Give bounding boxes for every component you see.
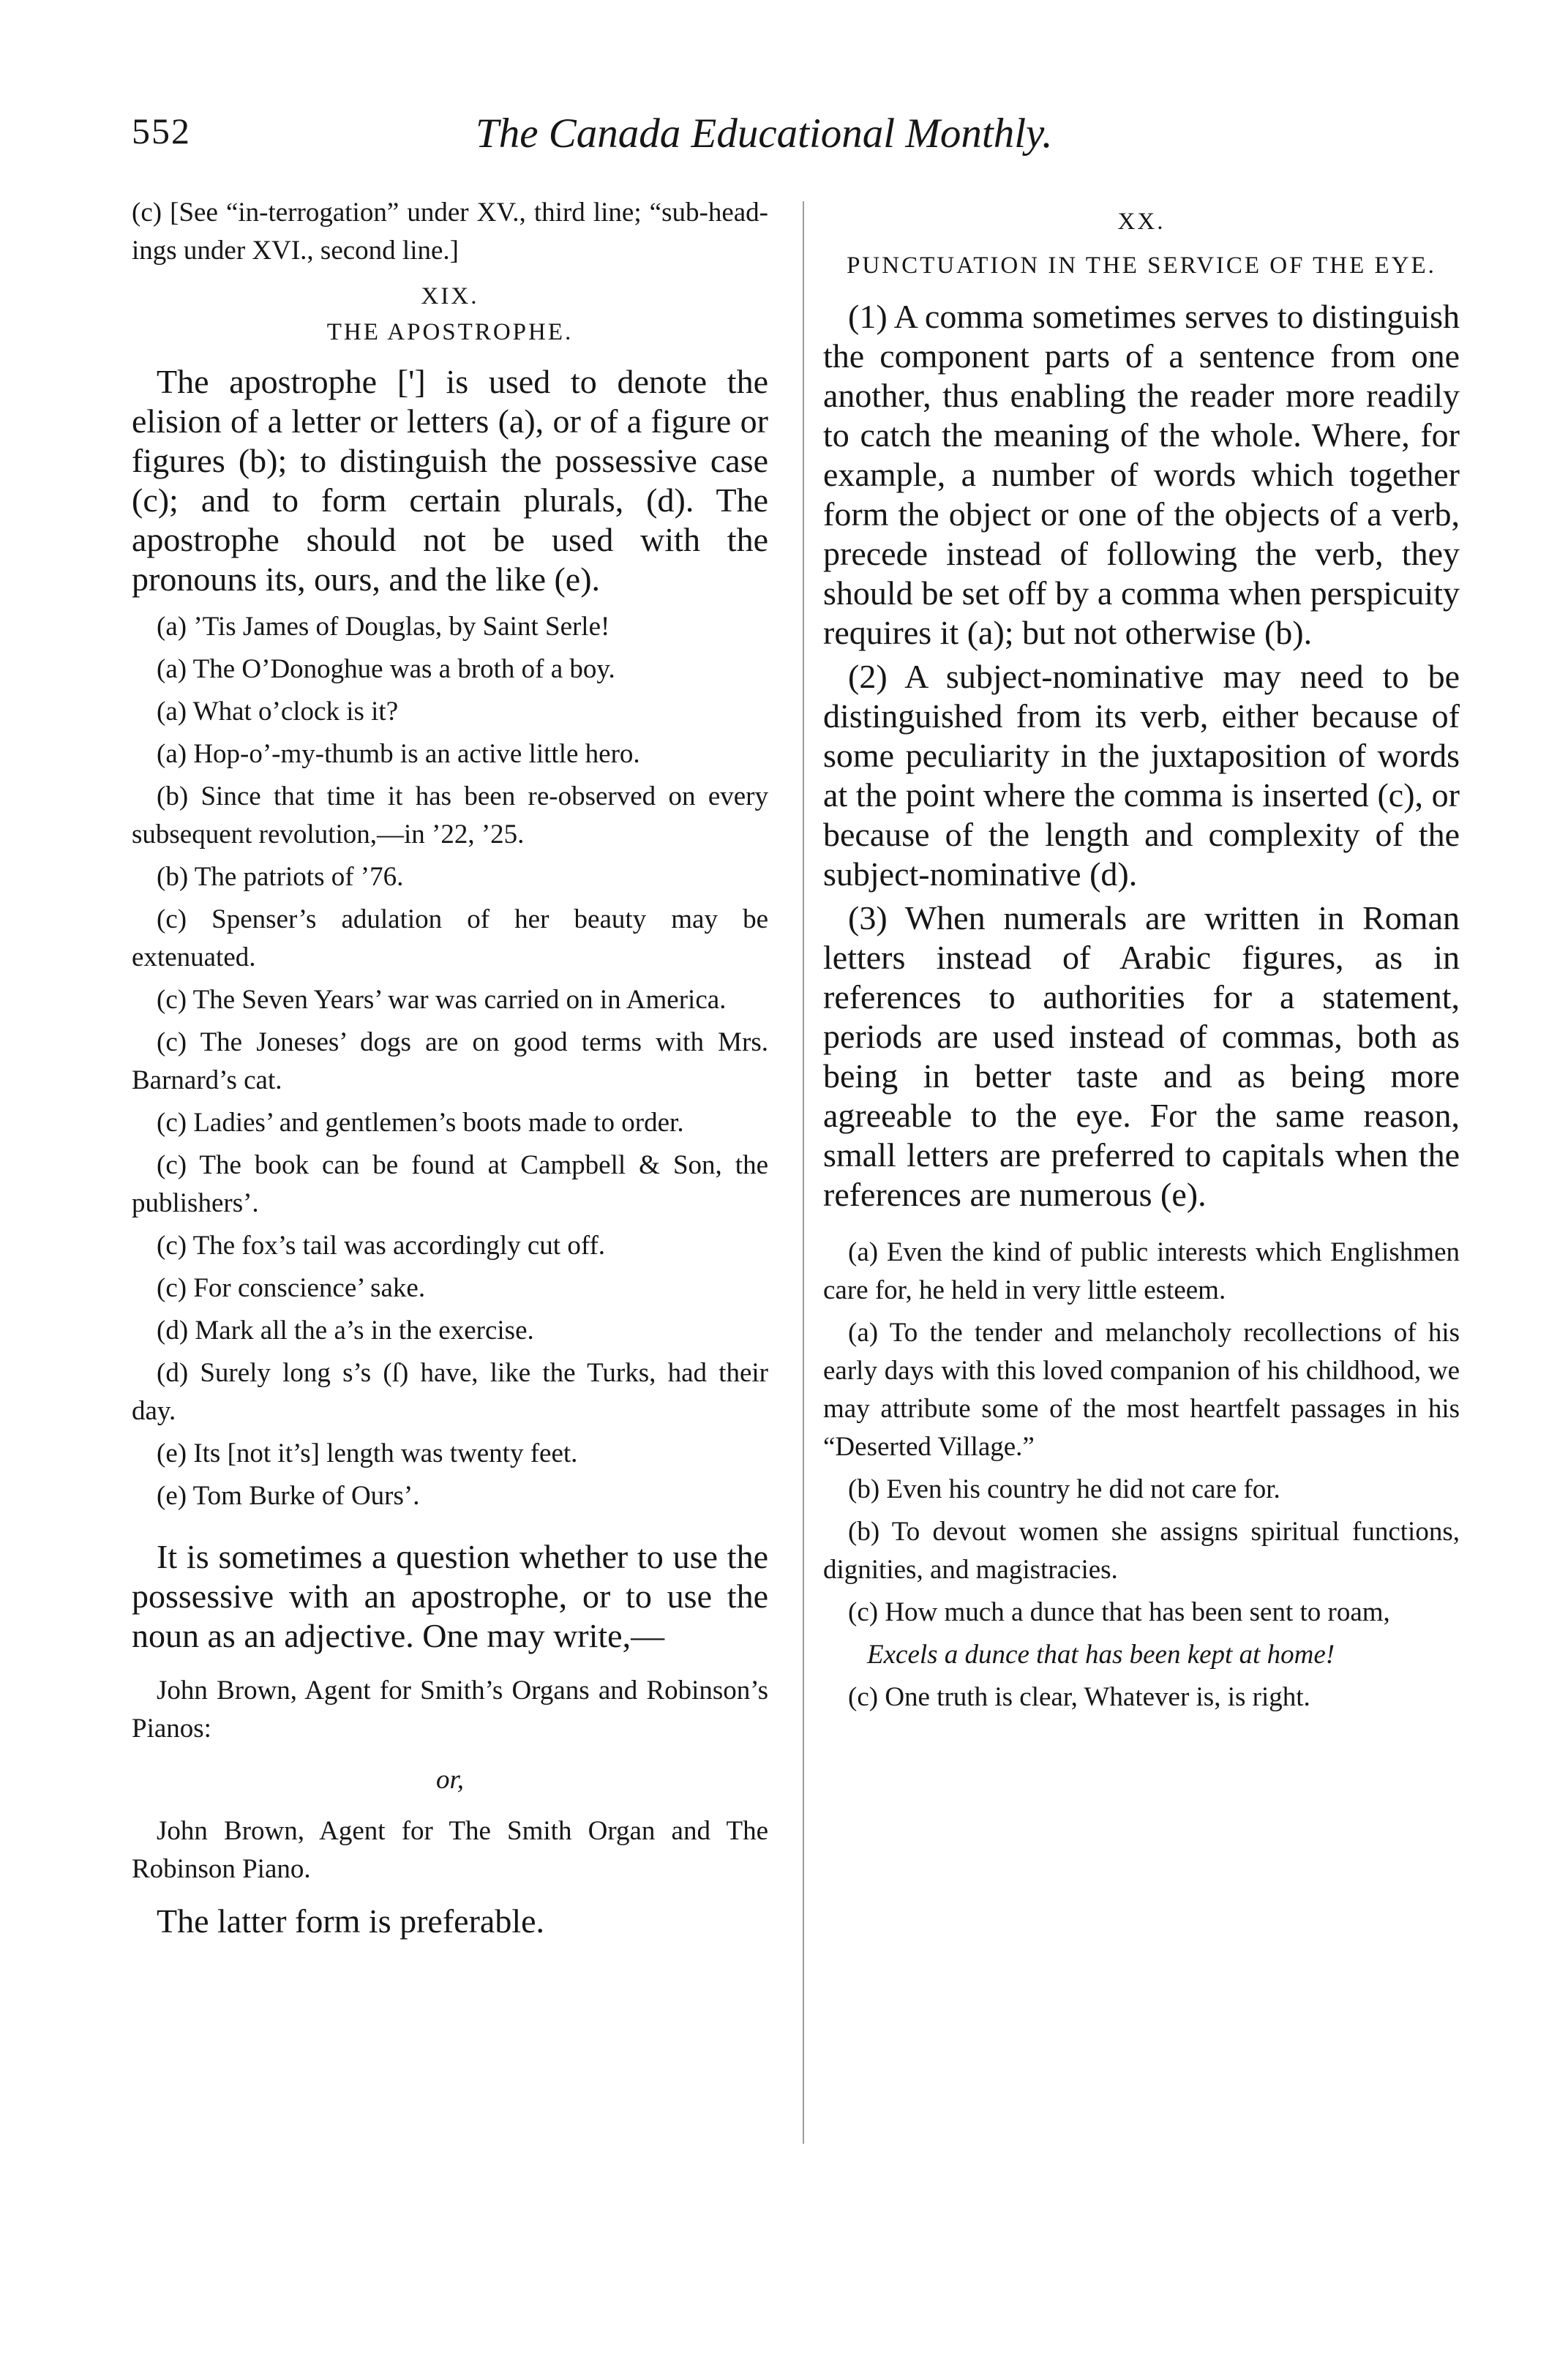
example-item: (d) Mark all the a’s in the exercise. <box>157 1316 534 1346</box>
sample-sign-1: John Brown, Agent for Smith’s Organs and Robinson’s Pianos: <box>132 1676 768 1744</box>
conclusion: The latter form is preferable. <box>157 1902 545 1940</box>
example-item: (a) Hop-o’-my-thumb is an active little hero. <box>157 739 640 769</box>
section-xix-title: THE APOSTROPHE. <box>326 319 574 345</box>
running-title: The Canada Educational Monthly. <box>476 110 1053 157</box>
note-c: (c) [See “in-terrogation” under XV., third line; “sub-head-ings under XVI., second line.] <box>132 198 768 266</box>
apostrophe-intro: The apostrophe ['] is used to denote the elision of a letter or letters (a), or of a figure or figures (b); to distinguish the possessive case (c); and to form certain plurals, (d). The apostrophe should not be used with the pronouns its, ours, and the like (e). <box>132 363 768 598</box>
right-column <box>823 194 1460 1716</box>
running-header <box>132 110 1141 176</box>
example-item: (a) To the tender and melancholy recollections of his early days with this loved companion of his childhood, we may attribute some of the most heartfelt passages in his “Deserted Village.” <box>823 1318 1460 1462</box>
example-item: (c) The Joneses’ dogs are on good terms with Mrs. Barnard’s cat. <box>132 1027 768 1095</box>
example-item: (a) What o’clock is it? <box>157 697 399 727</box>
example-item: (d) Surely long s’s (ſ) have, like the Turks, had their day. <box>132 1358 768 1426</box>
example-item: (a) ’Tis James of Douglas, by Saint Serle! <box>157 612 610 642</box>
punctuation-rule-1: (1) A comma sometimes serves to distinguish the component parts of a sentence from one another, thus enabling the reader more readily to catch the meaning of the whole. Where, for example, a number of words which together form the object or one of the objects of a verb, precede instead of following the verb, they should be set off by a comma when perspicuity requires it (a); but not otherwise (b). <box>823 298 1460 651</box>
sample-sign-2: John Brown, Agent for The Smith Organ and The Robinson Piano. <box>132 1816 768 1884</box>
example-item: (b) To devout women she assigns spiritual functions, dignities, and magistracies. <box>823 1517 1460 1585</box>
example-item: (c) For conscience’ sake. <box>157 1273 426 1303</box>
punctuation-rule-2: (2) A subject-nominative may need to be distinguished from its verb, either because of some peculiarity in the juxtaposition of words at the point where the comma is inserted (c), or because of the length and complexity of the subject-nominative (d). <box>823 658 1460 893</box>
section-xx-number: XX. <box>1117 209 1166 235</box>
example-item: (b) The patriots of ’76. <box>157 862 404 892</box>
example-item: (c) Ladies’ and gentlemen’s boots made to order. <box>157 1108 684 1138</box>
example-item: (b) Even his country he did not care for. <box>848 1474 1280 1504</box>
example-item: (a) The O’Donoghue was a broth of a boy. <box>157 654 615 684</box>
example-item: (a) Even the kind of public interests which Englishmen care for, he held in very little esteem. <box>823 1237 1460 1305</box>
apostrophe-examples <box>132 608 768 1515</box>
section-xx-title: PUNCTUATION IN THE SERVICE OF THE EYE. <box>847 252 1436 279</box>
example-item: (c) The book can be found at Campbell & Son, the publishers’. <box>132 1150 768 1218</box>
left-column <box>132 194 768 1941</box>
punctuation-examples <box>823 1234 1460 1716</box>
page-number: 552 <box>132 110 191 151</box>
possessive-question: It is sometimes a question whether to use the possessive with an apostrophe, or to use the noun as an adjective. One may write,— <box>132 1538 768 1654</box>
example-item: (c) The Seven Years’ war was carried on in America. <box>157 985 727 1015</box>
example-item: (e) Tom Burke of Ours’. <box>157 1481 420 1511</box>
section-xix-number: XIX. <box>421 283 479 309</box>
example-item: (c) Spenser’s adulation of her beauty may be extenuated. <box>132 904 768 972</box>
or-separator: or, <box>435 1765 465 1795</box>
example-item: (e) Its [not it’s] length was twenty feet. <box>157 1438 578 1468</box>
example-item: (c) One truth is clear, Whatever is, is right. <box>848 1682 1310 1712</box>
column-divider <box>803 201 804 2144</box>
punctuation-rule-3: (3) When numerals are written in Roman letters instead of Arabic figures, as in references to authorities for a statement, periods are used instead of commas, both as being in better taste and as being more agreeable to the eye. For the same reason, small letters are preferred to capitals when the references are numerous (e). <box>823 899 1460 1213</box>
verse-line-1: (c) How much a dunce that has been sent to roam, <box>848 1597 1390 1627</box>
example-item: (c) The fox’s tail was accordingly cut off. <box>157 1231 606 1261</box>
verse-line-2: Excels a dunce that has been kept at home! <box>867 1640 1335 1670</box>
example-item: (b) Since that time it has been re-observed on every subsequent revolution,—in ’22, ’25. <box>132 781 768 849</box>
